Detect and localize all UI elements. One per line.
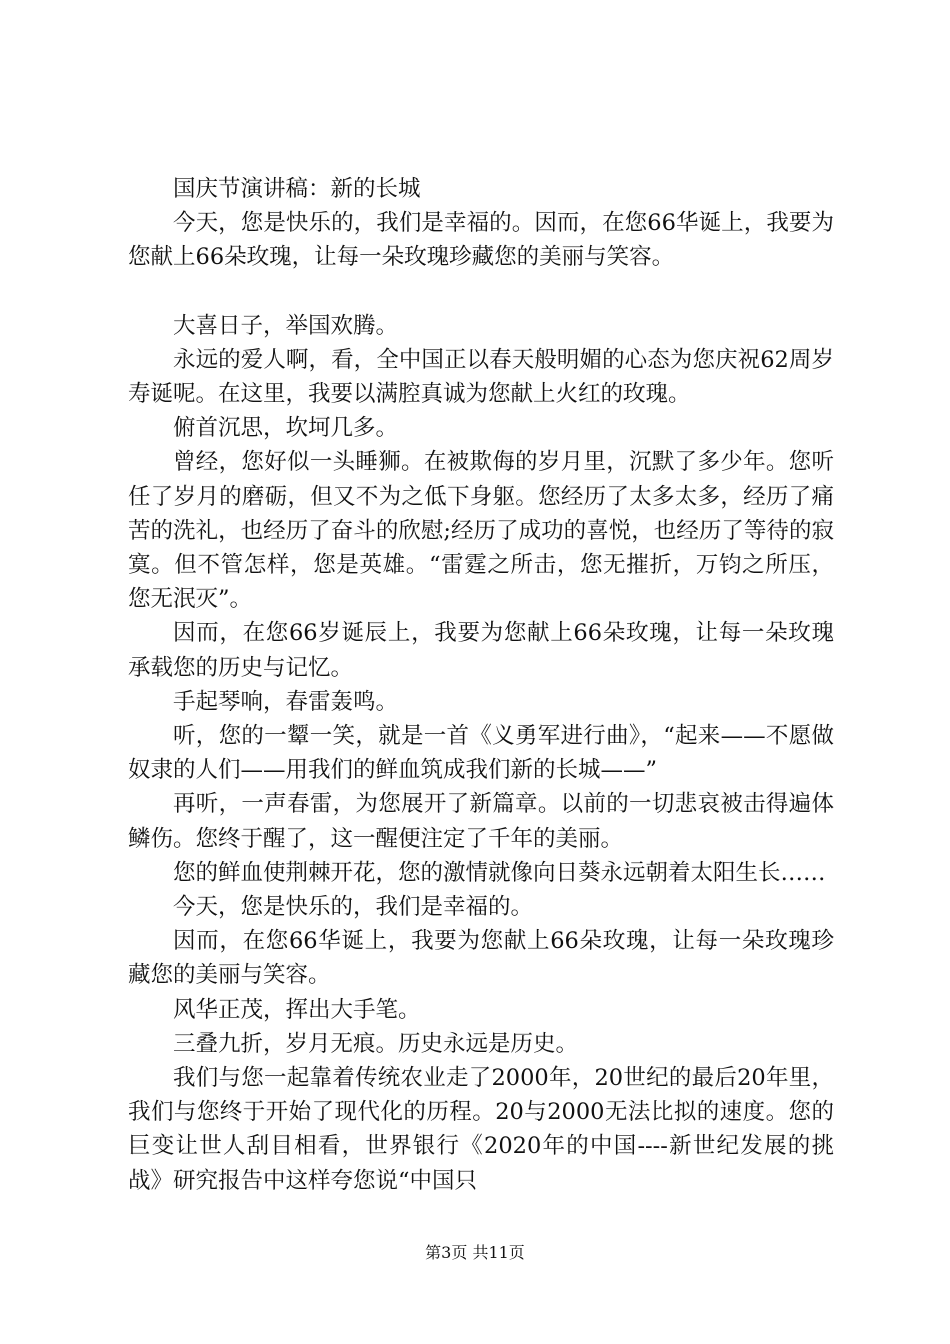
document-title: 国庆节演讲稿：新的长城	[173, 176, 421, 202]
paragraph-8: 听，您的一颦一笑，就是一首《义勇军进行曲》，“起来——不愿做奴隶的人们——用我们的鲜血筑成我们新的长城——”	[128, 723, 834, 784]
paragraph-12: 因而，在您66华诞上，我要为您献上66朵玫瑰，让每一朵玫瑰珍藏您的美丽与笑容。	[128, 928, 834, 989]
paragraph-6: 因而，在您66岁诞辰上，我要为您献上66朵玫瑰，让每一朵玫瑰承载您的历史与记忆。	[128, 620, 834, 681]
paragraph-11: 今天，您是快乐的，我们是幸福的。	[173, 894, 534, 921]
paragraph-5: 曾经，您好似一头睡狮。在被欺侮的岁月里，沉默了多少年。您听任了岁月的磨砺，但又不为之低下身躯。您经历了太多太多，经历了痛苦的洗礼，也经历了奋斗的欣慰;经历了成功的喜悦，也经历了等待的寂寞。但不管怎样，您是英雄。“雷霆之所击，您无摧折，万钧之所压，您无泯灭”。	[128, 449, 834, 613]
paragraph-7: 手起琴响，春雷轰鸣。	[173, 688, 399, 715]
page-footer: 第3页 共11页	[425, 1243, 525, 1262]
paragraph-13: 风华正茂，挥出大手笔。	[173, 996, 421, 1023]
paragraph-15: 我们与您一起靠着传统农业走了2000年，20世纪的最后20年里，我们与您终于开始了现代化的历程。20与2000无法比拟的速度。您的巨变让世人刮目相看，世界银行《2020年的中国----新世纪发展的挑战》研究报告中这样夸您说“中国只	[128, 1065, 834, 1194]
paragraph-2: 大喜日子，举国欢腾。	[173, 312, 399, 339]
paragraph-3: 永远的爱人啊，看，全中国正以春天般明媚的心态为您庆祝62周岁寿诞呢。在这里，我要以满腔真诚为您献上火红的玫瑰。	[128, 346, 834, 408]
paragraph-10: 您的鲜血使荆棘开花，您的激情就像向日葵永远朝着太阳生长……	[173, 859, 826, 886]
paragraph-4: 俯首沉思，坎坷几多。	[173, 415, 399, 442]
paragraph-9: 再听，一声春雷，为您展开了新篇章。以前的一切悲哀被击得遍体鳞伤。您终于醒了，这一醒便注定了千年的美丽。	[128, 791, 834, 852]
document-body	[128, 172, 834, 1198]
paragraph-gap	[128, 275, 834, 309]
paragraph-14: 三叠九折，岁月无痕。历史永远是历史。	[173, 1030, 579, 1057]
paragraph-1: 今天，您是快乐的，我们是幸福的。因而，在您66华诞上，我要为您献上66朵玫瑰，让每一朵玫瑰珍藏您的美丽与笑容。	[128, 210, 834, 271]
